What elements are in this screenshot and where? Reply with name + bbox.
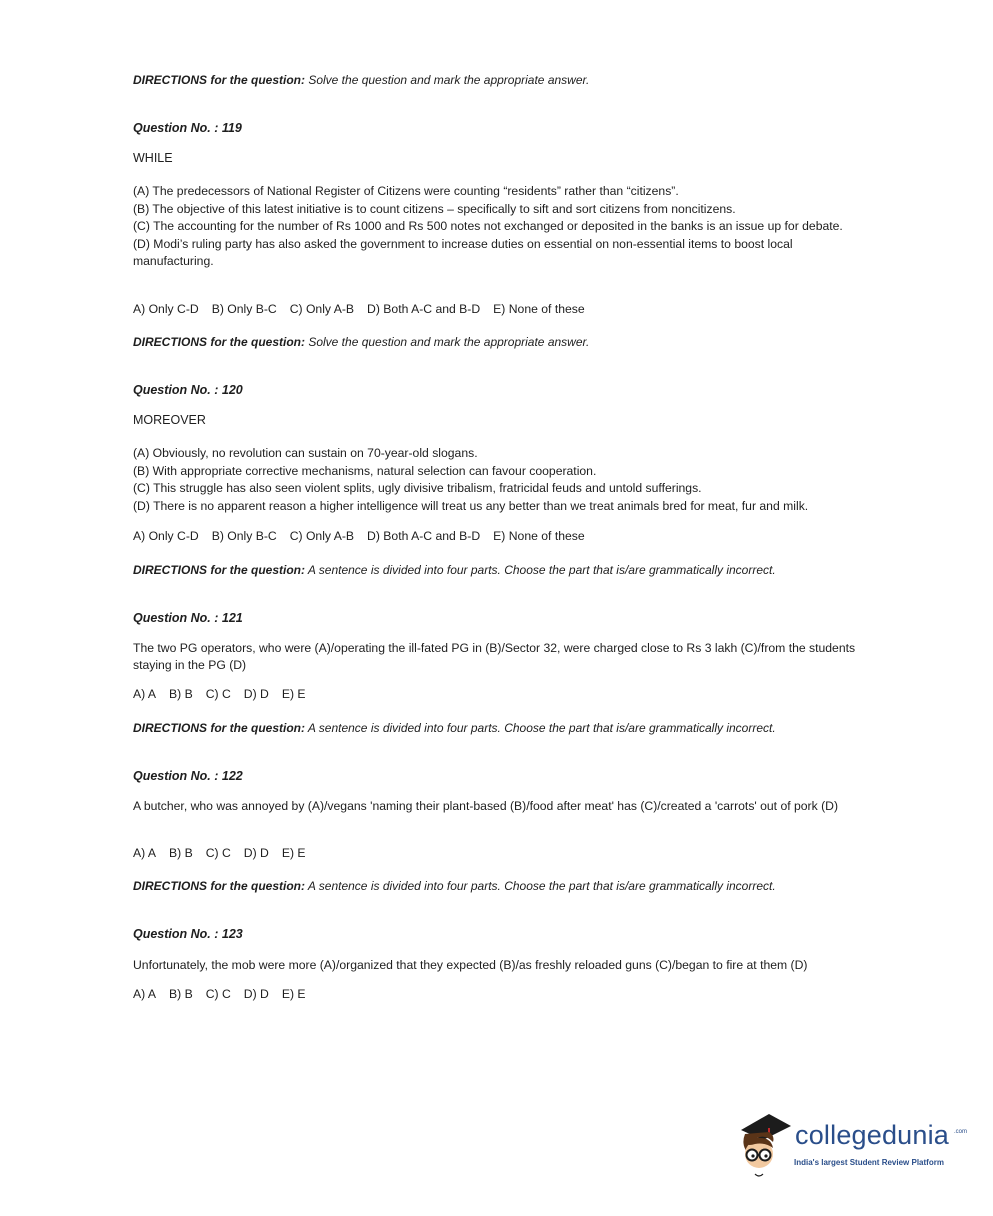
answer-options xyxy=(133,302,598,316)
student-mascot-icon xyxy=(735,1108,793,1180)
option[interactable]: B) B xyxy=(169,846,193,860)
option[interactable]: C) Only A-B xyxy=(289,529,355,543)
option[interactable]: D) Both A-C and B-D xyxy=(367,529,481,543)
logo-suffix: .com xyxy=(954,1129,968,1135)
option[interactable]: C) C xyxy=(205,987,231,1001)
answer-options xyxy=(133,846,319,860)
collegedunia-logo xyxy=(735,1108,968,1188)
option[interactable]: A) Only C-D xyxy=(133,302,199,316)
option[interactable]: E) None of these xyxy=(493,302,585,316)
option[interactable]: D) D xyxy=(243,846,269,860)
question-word: MOREOVER xyxy=(133,413,206,427)
directions: DIRECTIONS for the question: A sentence is divided into four parts. Choose the part that is/are grammatically incorrect. xyxy=(133,563,776,577)
question-number: Question No. : 120 xyxy=(133,383,243,397)
statement: (D) There is no apparent reason a higher intelligence will treat us any better than we treat animals bred for meat, fur and milk. xyxy=(133,498,809,513)
option[interactable]: C) Only A-B xyxy=(289,302,355,316)
question-sentence: A butcher, who was annoyed by (A)/vegans 'naming their plant-based (B)/food after meat' has (C)/created a 'carrots' out of pork (D) xyxy=(133,799,839,813)
option[interactable]: B) Only B-C xyxy=(211,529,277,543)
question-sentence: The two PG operators, who were (A)/operating the ill-fated PG in (B)/Sector 32, were charged close to Rs 3 lakh (C)/from the students staying in the PG (D) xyxy=(133,641,856,672)
answer-options xyxy=(133,687,319,701)
option[interactable]: D) Both A-C and B-D xyxy=(367,302,481,316)
question-number: Question No. : 123 xyxy=(133,927,243,941)
statement: (B) The objective of this latest initiative is to count citizens – specifically to sift and sort citizens from noncitizens. xyxy=(133,201,736,216)
statement: (A) The predecessors of National Register of Citizens were counting “residents” rather than “citizens”. xyxy=(133,184,679,198)
directions: DIRECTIONS for the question: Solve the question and mark the appropriate answer. xyxy=(133,335,590,349)
option[interactable]: E) E xyxy=(281,687,306,701)
option[interactable]: C) C xyxy=(205,846,231,860)
option[interactable]: D) D xyxy=(243,987,269,1001)
statement: (C) The accounting for the number of Rs 1000 and Rs 500 notes not exchanged or deposited in the banks is an issue up for debate. xyxy=(133,219,843,234)
statement: (A) Obviously, no revolution can sustain on 70-year-old slogans. xyxy=(133,446,478,460)
logo-tagline: India's largest Student Review Platform xyxy=(794,1158,944,1167)
question-number: Question No. : 121 xyxy=(133,611,243,625)
directions: DIRECTIONS for the question: A sentence is divided into four parts. Choose the part that is/are grammatically incorrect. xyxy=(133,721,776,735)
directions: DIRECTIONS for the question: A sentence is divided into four parts. Choose the part that is/are grammatically incorrect. xyxy=(133,879,776,893)
question-sentence: Unfortunately, the mob were more (A)/organized that they expected (B)/as freshly reloaded guns (C)/began to fire at them (D) xyxy=(133,958,808,972)
question-number: Question No. : 122 xyxy=(133,769,243,783)
statements xyxy=(133,445,868,515)
option[interactable]: E) None of these xyxy=(493,529,585,543)
option[interactable]: A) Only C-D xyxy=(133,529,199,543)
answer-options xyxy=(133,529,598,543)
answer-options xyxy=(133,987,319,1001)
statement: (C) This struggle has also seen violent splits, ugly divisive tribalism, fratricidal feuds and untold sufferings. xyxy=(133,481,702,496)
question-number: Question No. : 119 xyxy=(133,121,242,135)
option[interactable]: A) A xyxy=(133,987,157,1001)
statement: (D) Modi’s ruling party has also asked the government to increase duties on essential on non-essential items to boost local manufacturing. xyxy=(133,236,793,269)
option[interactable]: B) Only B-C xyxy=(211,302,277,316)
statements xyxy=(133,183,868,271)
option[interactable]: B) B xyxy=(169,987,193,1001)
option[interactable]: D) D xyxy=(243,687,269,701)
option[interactable]: A) A xyxy=(133,687,157,701)
option[interactable]: E) E xyxy=(281,987,306,1001)
question-word: WHILE xyxy=(133,151,173,165)
option[interactable]: C) C xyxy=(205,687,231,701)
statement: (B) With appropriate corrective mechanisms, natural selection can favour cooperation. xyxy=(133,463,597,478)
option[interactable]: A) A xyxy=(133,846,157,860)
option[interactable]: E) E xyxy=(281,846,306,860)
logo-wordmark: collegedunia xyxy=(795,1120,950,1150)
option[interactable]: B) B xyxy=(169,687,193,701)
directions: DIRECTIONS for the question: Solve the question and mark the appropriate answer. xyxy=(133,73,590,87)
